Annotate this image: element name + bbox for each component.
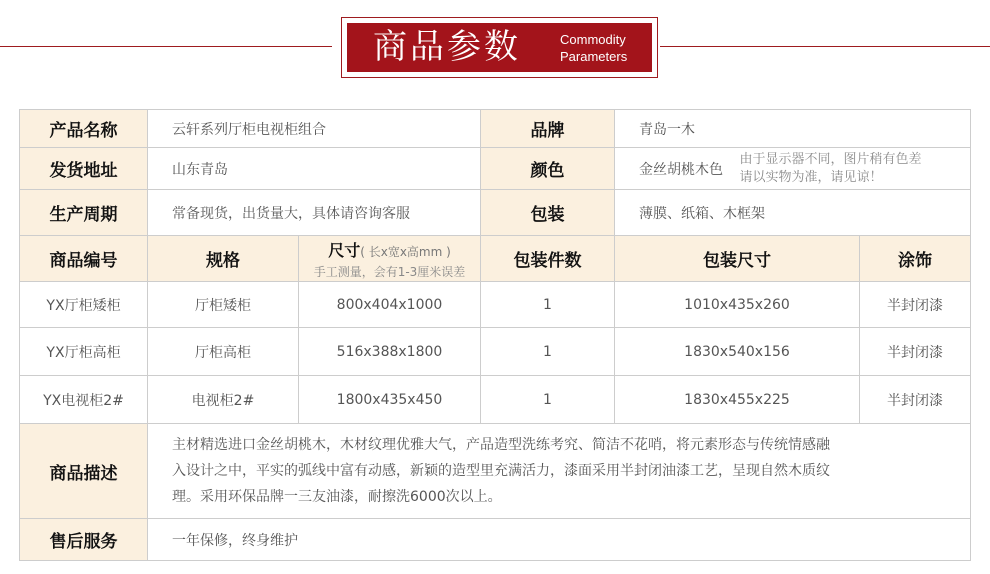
row-spec: 厅柜矮柜 bbox=[148, 282, 299, 328]
row-pieces: 1 bbox=[481, 376, 615, 424]
row-spec: 厅柜高柜 bbox=[148, 328, 299, 376]
row-pieces: 1 bbox=[481, 328, 615, 376]
color-note-line1: 由于显示器不同，图片稍有色差 bbox=[739, 151, 922, 167]
section-banner bbox=[347, 23, 652, 72]
period-value: 常备现货，出货量大，具体请咨询客服 bbox=[148, 190, 481, 236]
service-value: 一年保修，终身维护 bbox=[148, 519, 971, 561]
header-rule-right bbox=[660, 46, 990, 47]
banner-title-en bbox=[560, 31, 627, 65]
col-header-pieces: 包装件数 bbox=[481, 236, 615, 282]
row-size: 516x388x1800 bbox=[299, 328, 481, 376]
column-header-row bbox=[20, 236, 971, 282]
row-code: YX厅柜高柜 bbox=[20, 328, 148, 376]
row-pieces: 1 bbox=[481, 282, 615, 328]
description-line1: 主材精选进口金丝胡桃木，木材纹理优雅大气，产品造型洗练考究、简洁不花哨，将元素形态与传统情感融 bbox=[172, 437, 830, 453]
row-ship bbox=[20, 148, 971, 190]
banner-title-cn: 商品参数 bbox=[373, 27, 521, 67]
row-code: YX厅柜矮柜 bbox=[20, 282, 148, 328]
col-header-size-text: 尺寸 bbox=[328, 240, 361, 260]
row-pack-size: 1830x455x225 bbox=[615, 376, 860, 424]
packing-value: 薄膜、纸箱、木框架 bbox=[615, 190, 971, 236]
description-text bbox=[148, 424, 971, 519]
description-label: 商品描述 bbox=[20, 424, 148, 519]
col-header-size-note: 手工测量，会有1-3厘米误差 bbox=[313, 264, 466, 279]
table-row bbox=[20, 376, 971, 424]
row-period bbox=[20, 190, 971, 236]
row-spec: 电视柜2# bbox=[148, 376, 299, 424]
row-size: 1800x435x450 bbox=[299, 376, 481, 424]
color-note-line2: 请以实物为准，请见谅！ bbox=[739, 169, 883, 185]
col-header-finish: 涂饰 bbox=[860, 236, 971, 282]
ship-value: 山东青岛 bbox=[148, 148, 481, 190]
row-finish: 半封闭漆 bbox=[860, 328, 971, 376]
color-cell bbox=[615, 148, 971, 190]
color-note bbox=[739, 151, 921, 187]
color-value: 金丝胡桃木色 bbox=[639, 161, 723, 178]
row-code: YX电视柜2# bbox=[20, 376, 148, 424]
row-finish: 半封闭漆 bbox=[860, 376, 971, 424]
col-header-code: 商品编号 bbox=[20, 236, 148, 282]
header-rule-left bbox=[0, 46, 332, 47]
brand-label: 品牌 bbox=[481, 110, 615, 148]
row-description bbox=[20, 424, 971, 519]
row-product-name bbox=[20, 110, 971, 148]
row-pack-size: 1830x540x156 bbox=[615, 328, 860, 376]
banner-title-en-line2: Parameters bbox=[560, 49, 628, 64]
row-pack-size: 1010x435x260 bbox=[615, 282, 860, 328]
product-name-label: 产品名称 bbox=[20, 110, 148, 148]
brand-value: 青岛一木 bbox=[615, 110, 971, 148]
row-service bbox=[20, 519, 971, 561]
spec-table bbox=[19, 109, 971, 561]
product-name-value: 云轩系列厅柜电视柜组合 bbox=[148, 110, 481, 148]
table-row bbox=[20, 328, 971, 376]
col-header-spec: 规格 bbox=[148, 236, 299, 282]
col-header-size-unit: ( 长x宽x高mm ) bbox=[360, 244, 451, 259]
description-line2: 入设计之中，平实的弧线中富有动感，新颖的造型里充满活力，漆面采用半封闭油漆工艺，呈现自然木质纹 bbox=[172, 463, 830, 479]
col-header-size bbox=[299, 236, 481, 282]
banner-title-en-line1: Commodity bbox=[560, 32, 626, 47]
ship-label: 发货地址 bbox=[20, 148, 148, 190]
table-row bbox=[20, 282, 971, 328]
col-header-pack-size: 包装尺寸 bbox=[615, 236, 860, 282]
packing-label: 包装 bbox=[481, 190, 615, 236]
period-label: 生产周期 bbox=[20, 190, 148, 236]
service-label: 售后服务 bbox=[20, 519, 148, 561]
row-finish: 半封闭漆 bbox=[860, 282, 971, 328]
description-line3: 理。采用环保品牌一三友油漆，耐擦洗6000次以上。 bbox=[172, 489, 502, 505]
color-label: 颜色 bbox=[481, 148, 615, 190]
row-size: 800x404x1000 bbox=[299, 282, 481, 328]
col-header-size-title bbox=[299, 238, 480, 261]
